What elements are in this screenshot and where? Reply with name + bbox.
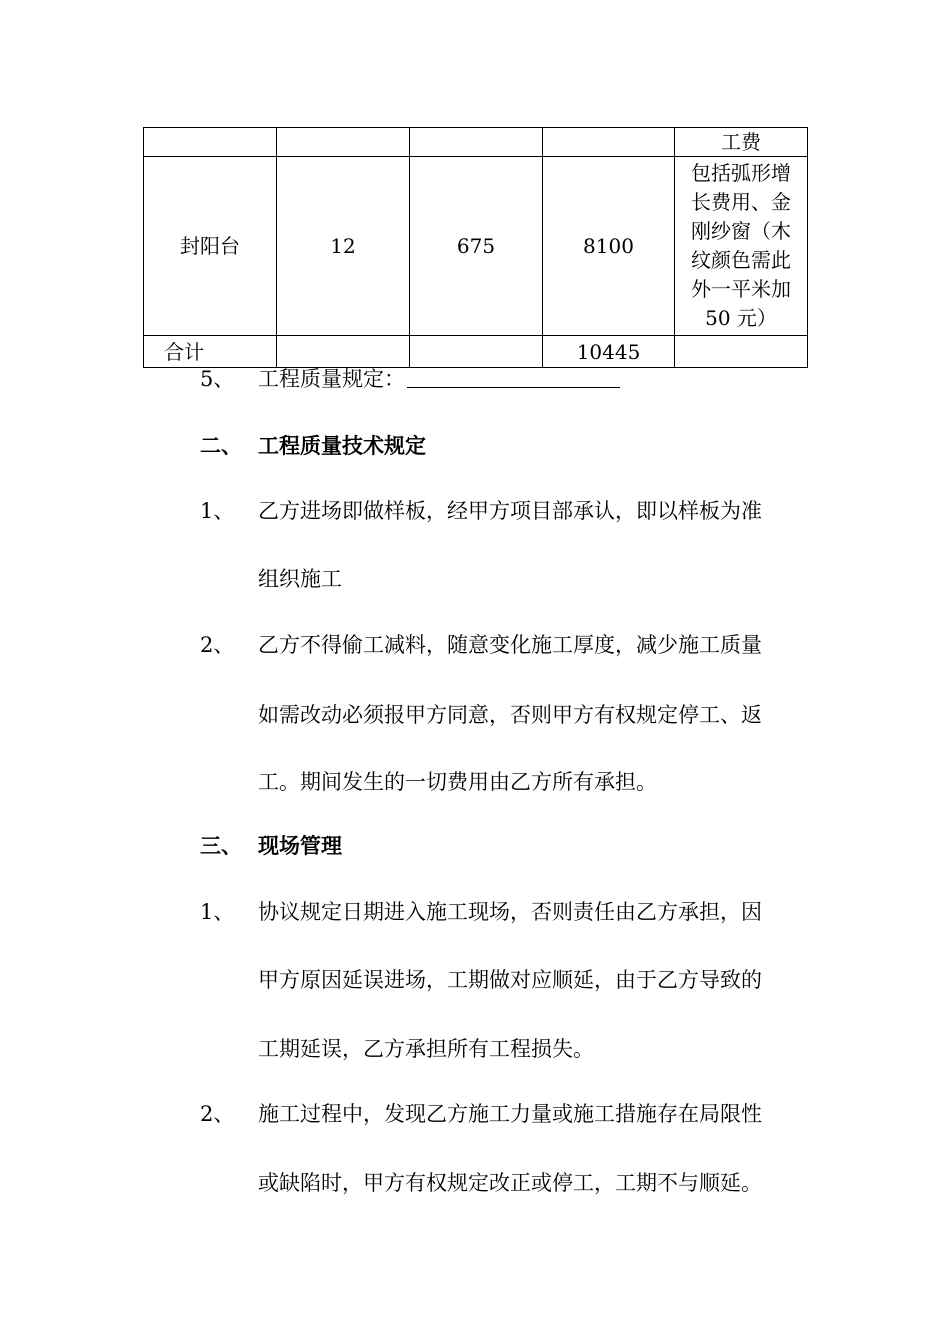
- item-text-line: 组织施工: [258, 567, 342, 591]
- table-cell-note: 工费: [675, 128, 808, 157]
- table-cell-note: 包括弧形增 长费用、金 刚纱窗（木 纹颜色需此 外一平米加 50 元）: [675, 157, 808, 336]
- item-text-line: 协议规定日期进入施工现场，否则责任由乙方承担，因: [258, 900, 762, 924]
- item-text-line: 乙方进场即做样板，经甲方项目部承认，即以样板为准: [258, 499, 762, 523]
- item-number: 2、: [200, 1102, 235, 1126]
- table-row: [144, 336, 808, 368]
- section-number: 三、: [200, 833, 242, 858]
- section-title: 现场管理: [258, 833, 342, 858]
- table-cell: [277, 336, 410, 368]
- item-text-line: 如需改动必须报甲方同意，否则甲方有权规定停工、返: [258, 703, 762, 727]
- clause-text: 工程质量规定：: [258, 367, 405, 391]
- section-number: 二、: [200, 433, 242, 458]
- table-cell-item: 封阳台: [144, 157, 277, 336]
- table-cell: [543, 128, 675, 157]
- table-cell: [410, 336, 543, 368]
- clause-number: 5、: [200, 367, 235, 391]
- table-cell: [144, 128, 277, 157]
- fill-in-blank: [407, 365, 620, 388]
- item-text-line: 或缺陷时，甲方有权规定改正或停工，工期不与顺延。: [258, 1171, 762, 1195]
- table-row: [144, 157, 808, 336]
- table-row: [144, 128, 808, 157]
- item-text-line: 工期延误，乙方承担所有工程损失。: [258, 1037, 594, 1061]
- item-text-line: 工。期间发生的一切费用由乙方所有承担。: [258, 770, 657, 794]
- price-table: [143, 127, 808, 368]
- table-cell-total-label: 合计: [144, 336, 277, 368]
- table-cell-total-amount: 10445: [543, 336, 675, 368]
- item-number: 1、: [200, 900, 235, 924]
- table-cell-unit-price: 675: [410, 157, 543, 336]
- item-number: 1、: [200, 499, 235, 523]
- table-cell-quantity: 12: [277, 157, 410, 336]
- table-cell: [410, 128, 543, 157]
- item-text-line: 乙方不得偷工减料，随意变化施工厚度，减少施工质量: [258, 633, 762, 657]
- table-cell: [675, 336, 808, 368]
- table-cell: [277, 128, 410, 157]
- item-text-line: 甲方原因延误进场，工期做对应顺延，由于乙方导致的: [258, 968, 762, 992]
- section-title: 工程质量技术规定: [258, 433, 426, 458]
- item-text-line: 施工过程中，发现乙方施工力量或施工措施存在局限性: [258, 1102, 762, 1126]
- table-cell-amount: 8100: [543, 157, 675, 336]
- item-number: 2、: [200, 633, 235, 657]
